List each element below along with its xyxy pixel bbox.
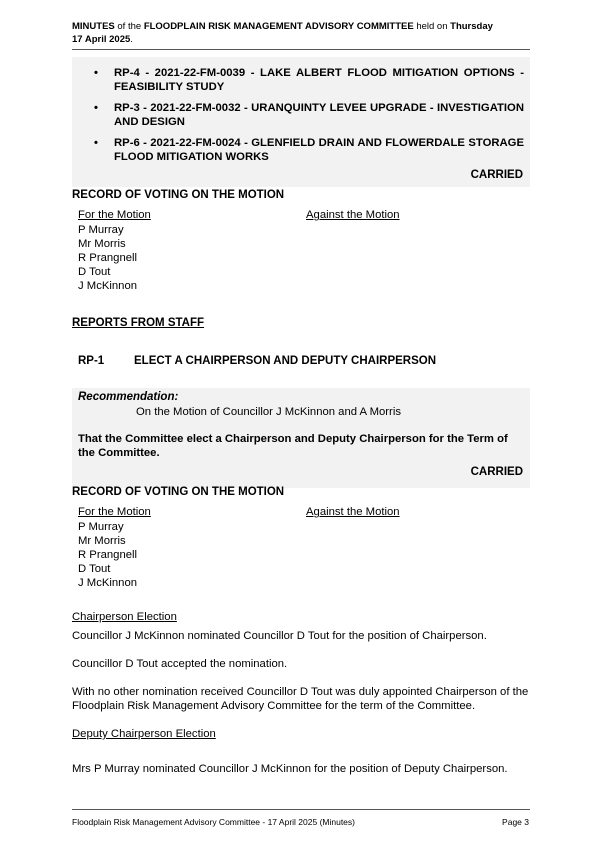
for-motion-heading: For the Motion: [78, 506, 151, 518]
deputy-paragraph: Mrs P Murray nominated Councillor J McKinnon for the position of Deputy Chairperson.: [72, 763, 508, 775]
header-minutes: MINUTES: [72, 21, 115, 32]
page-header: [72, 20, 532, 46]
carried-label: CARRIED: [470, 466, 523, 478]
reports-heading: REPORTS FROM STAFF: [72, 317, 205, 329]
footer-rule: [72, 809, 530, 810]
voting-record-title: RECORD OF VOTING ON THE MOTION: [72, 486, 285, 498]
item-code: RP-1: [78, 355, 105, 367]
motion-items-list: [94, 66, 524, 171]
bullet-icon: •: [94, 67, 98, 79]
voter-name: J McKinnon: [78, 577, 138, 589]
list-item-text: RP-3 - 2021-22-FM-0032 - URANQUINTY LEVEE UPGRADE - INVESTIGATION AND DESIGN: [114, 102, 524, 128]
voter-name: D Tout: [78, 266, 111, 278]
list-item: [94, 66, 524, 94]
list-item-text: RP-6 - 2021-22-FM-0024 - GLENFIELD DRAIN AND FLOWERDALE STORAGE FLOOD MITIGATION WORKS: [114, 137, 524, 163]
voter-name: J McKinnon: [78, 280, 138, 292]
header-rule: [72, 49, 530, 50]
for-motion-list: [78, 223, 137, 293]
chairperson-paragraph: Councillor J McKinnon nominated Councillor D Tout for the position of Chairperson.: [72, 630, 487, 642]
carried-label: CARRIED: [470, 169, 523, 181]
recommendation-label: Recommendation:: [78, 391, 179, 403]
voter-name: P Murray: [78, 521, 124, 533]
header-day: Thursday: [450, 21, 493, 32]
list-item: [94, 101, 524, 129]
list-item: [94, 136, 524, 164]
chairperson-election-heading: Chairperson Election: [72, 611, 177, 623]
for-motion-list: [78, 520, 137, 590]
header-committee: FLOODPLAIN RISK MANAGEMENT ADVISORY COMMITTEE: [143, 21, 414, 32]
voter-name: R Prangnell: [78, 549, 138, 561]
against-motion-heading: Against the Motion: [306, 506, 400, 518]
voter-name: Mr Morris: [78, 535, 126, 547]
bullet-icon: •: [94, 137, 98, 149]
chairperson-paragraph: With no other nomination received Councillor D Tout was duly appointed Chairperson of the Floodplain Risk Management Advisory Committee for the term of the Committee.: [72, 686, 529, 712]
recommendation-mover: On the Motion of Councillor J McKinnon and A Morris: [136, 406, 401, 418]
deputy-election-heading: Deputy Chairperson Election: [72, 728, 216, 740]
header-held: held on: [413, 21, 451, 32]
voter-name: Mr Morris: [78, 238, 126, 250]
recommendation-text: That the Committee elect a Chairperson and Deputy Chairperson for the Term of the Committee.: [78, 433, 508, 459]
item-title: ELECT A CHAIRPERSON AND DEPUTY CHAIRPERSON: [134, 355, 437, 367]
voter-name: D Tout: [78, 563, 111, 575]
for-motion-heading: For the Motion: [78, 209, 151, 221]
header-date: 17 April 2025: [72, 34, 131, 45]
voter-name: R Prangnell: [78, 252, 138, 264]
bullet-icon: •: [94, 102, 98, 114]
against-motion-heading: Against the Motion: [306, 209, 400, 221]
page-number: Page 3: [502, 817, 529, 827]
list-item-text: RP-4 - 2021-22-FM-0039 - LAKE ALBERT FLOOD MITIGATION OPTIONS - FEASIBILITY STUDY: [114, 67, 524, 93]
header-period: .: [130, 34, 133, 45]
footer-title: Floodplain Risk Management Advisory Committee - 17 April 2025 (Minutes): [72, 817, 355, 827]
header-of: of the: [114, 21, 144, 32]
voter-name: P Murray: [78, 224, 124, 236]
voting-record-title: RECORD OF VOTING ON THE MOTION: [72, 189, 285, 201]
chairperson-paragraph: Councillor D Tout accepted the nomination.: [72, 658, 288, 670]
